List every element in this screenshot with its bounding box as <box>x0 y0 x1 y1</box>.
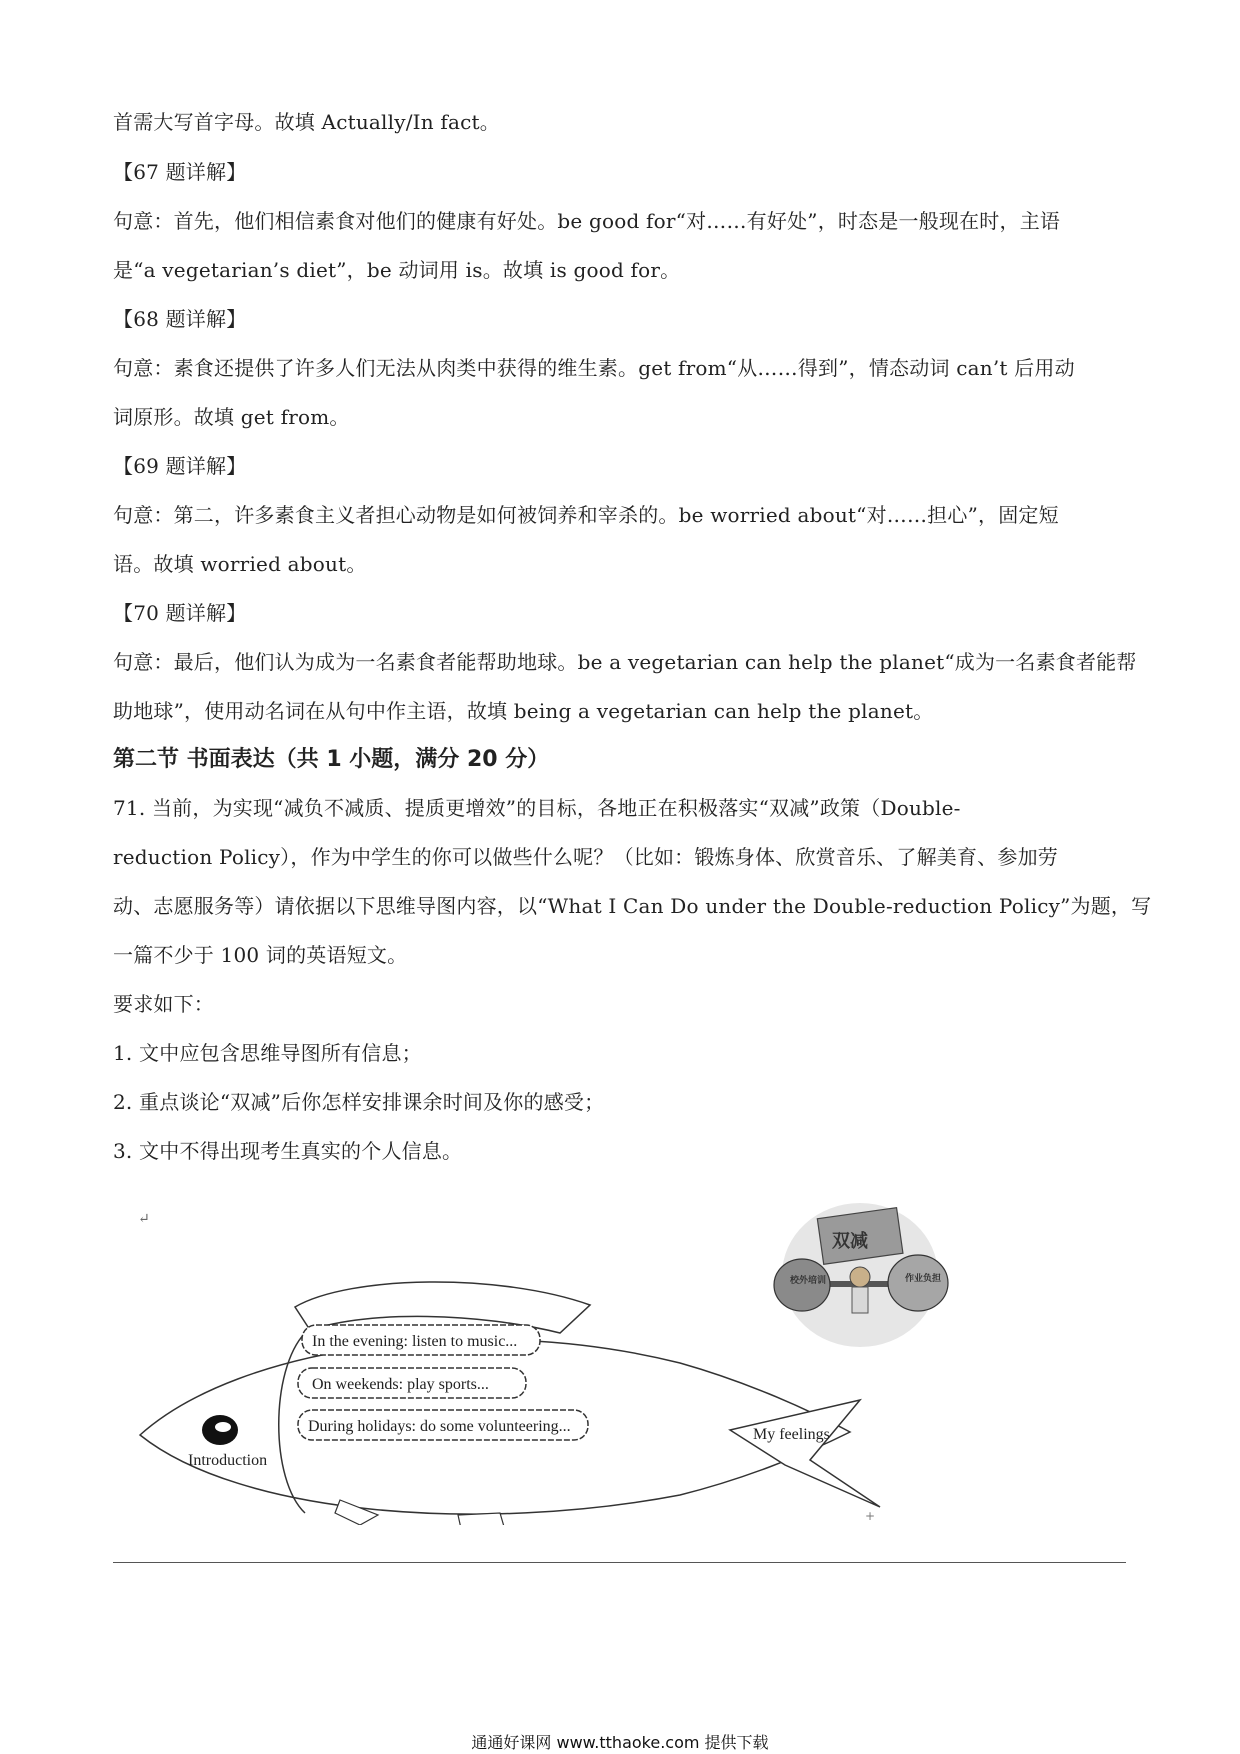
cloud-evening-text: In the evening: listen to music... <box>312 1333 518 1350</box>
text-line-9: 句意：第二，许多素食主义者担心动物是如何被饲养和宰杀的。be worried about“对……担心”，固定短 <box>113 503 1059 527</box>
weight-right-label: 作业负担 <box>905 1274 942 1284</box>
question-69-heading: 【69 题详解】 <box>113 454 247 478</box>
task-line-1: 71. 当前，为实现“减负不减质、提质更增效”的目标，各地正在积极落实“双减”政策（Double- <box>113 796 961 820</box>
text-line-1: 首需大写首字母。故填 Actually/In fact。 <box>113 110 500 134</box>
mind-map-fish-figure <box>120 1195 1000 1525</box>
task-line-2: reduction Policy），作为中学生的你可以做些什么呢？（比如：锻炼身体、欣赏音乐、了解美育、参加劳 <box>113 845 1058 869</box>
paragraph-mark-icon: ↵ <box>138 1211 150 1227</box>
cloud-weekends-text: On weekends: play sports... <box>312 1376 489 1393</box>
text-line-4: 是“a vegetarian’s diet”，be 动词用 is。故填 is good for。 <box>113 258 681 282</box>
cloud-holidays-text: During holidays: do some volunteering... <box>308 1418 571 1435</box>
cursor-plus-icon: + <box>865 1509 876 1523</box>
text-line-6: 句意：素食还提供了许多人们无法从肉类中获得的维生素。get from“从……得到”，情态动词 can’t 后用动 <box>113 356 1075 380</box>
text-line-7: 词原形。故填 get from。 <box>113 405 350 429</box>
task-line-3: 动、志愿服务等）请依据以下思维导图内容，以“What I Can Do under the Double-reduction Policy”为题，写 <box>113 894 1152 918</box>
text-line-13: 助地球”，使用动名词在从句中作主语，故填 being a vegetarian can help the planet。 <box>113 699 934 723</box>
text-line-3: 句意：首先，他们相信素食对他们的健康有好处。be good for“对……有好处”，时态是一般现在时，主语 <box>113 209 1061 233</box>
cartoon-title: 双减 <box>832 1231 868 1252</box>
page-footer: 通通好课网 www.tthaoke.com 提供下载 <box>471 1733 769 1752</box>
section-heading: 第二节 书面表达（共 1 小题，满分 20 分） <box>113 747 550 772</box>
task-line-4: 一篇不少于 100 词的英语短文。 <box>113 943 408 967</box>
requirement-2: 2. 重点谈论“双减”后你怎样安排课余时间及你的感受； <box>113 1090 605 1114</box>
question-67-heading: 【67 题详解】 <box>113 160 247 184</box>
question-68-heading: 【68 题详解】 <box>113 307 247 331</box>
requirements-label: 要求如下： <box>113 992 214 1016</box>
feelings-label: My feelings <box>753 1426 830 1443</box>
footer-divider <box>113 1562 1126 1563</box>
text-line-10: 语。故填 worried about。 <box>113 552 367 576</box>
question-70-heading: 【70 题详解】 <box>113 601 247 625</box>
text-line-12: 句意：最后，他们认为成为一名素食者能帮助地球。be a vegetarian can help the planet“成为一名素食者能帮 <box>113 650 1137 674</box>
requirement-1: 1. 文中应包含思维导图所有信息； <box>113 1041 422 1065</box>
requirement-3: 3. 文中不得出现考生真实的个人信息。 <box>113 1139 463 1163</box>
weight-left-label: 校外培训 <box>790 1276 827 1286</box>
introduction-label: Introduction <box>188 1452 268 1469</box>
fish-bottom-fin-right <box>458 1513 505 1525</box>
double-reduction-cartoon <box>774 1203 948 1347</box>
